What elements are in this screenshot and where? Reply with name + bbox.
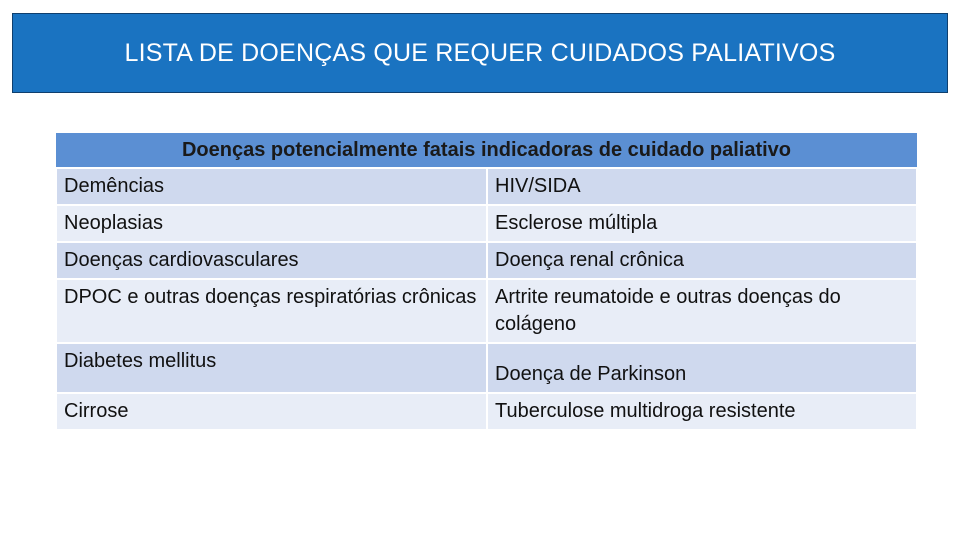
- table-row: [56, 279, 917, 343]
- table-cell-left: Doenças cardiovasculares: [56, 242, 487, 279]
- table-cell-left: Neoplasias: [56, 205, 487, 242]
- table-cell-right: Doença renal crônica: [487, 242, 917, 279]
- table-cell-left: Cirrose: [56, 393, 487, 430]
- disease-table-container: [55, 133, 916, 431]
- table-row: [56, 168, 917, 205]
- table-cell-right: Artrite reumatoide e outras doenças do colágeno: [487, 279, 917, 343]
- table-header: Doenças potencialmente fatais indicadoras de cuidado paliativo: [56, 133, 917, 168]
- table-row: [56, 393, 917, 430]
- table-cell-right: HIV/SIDA: [487, 168, 917, 205]
- table-cell-right: Tuberculose multidroga resistente: [487, 393, 917, 430]
- disease-table: [55, 133, 918, 431]
- table-cell-right: Doença de Parkinson: [487, 343, 917, 393]
- title-bar: [12, 13, 948, 93]
- table-cell-right: Esclerose múltipla: [487, 205, 917, 242]
- table-cell-left: Demências: [56, 168, 487, 205]
- table-cell-left: Diabetes mellitus: [56, 343, 487, 393]
- table-row: [56, 242, 917, 279]
- table-row: [56, 205, 917, 242]
- table-row: [56, 343, 917, 393]
- slide-title: LISTA DE DOENÇAS QUE REQUER CUIDADOS PALIATIVOS: [124, 38, 836, 67]
- table-header-row: [56, 133, 917, 168]
- table-cell-left: DPOC e outras doenças respiratórias crônicas: [56, 279, 487, 343]
